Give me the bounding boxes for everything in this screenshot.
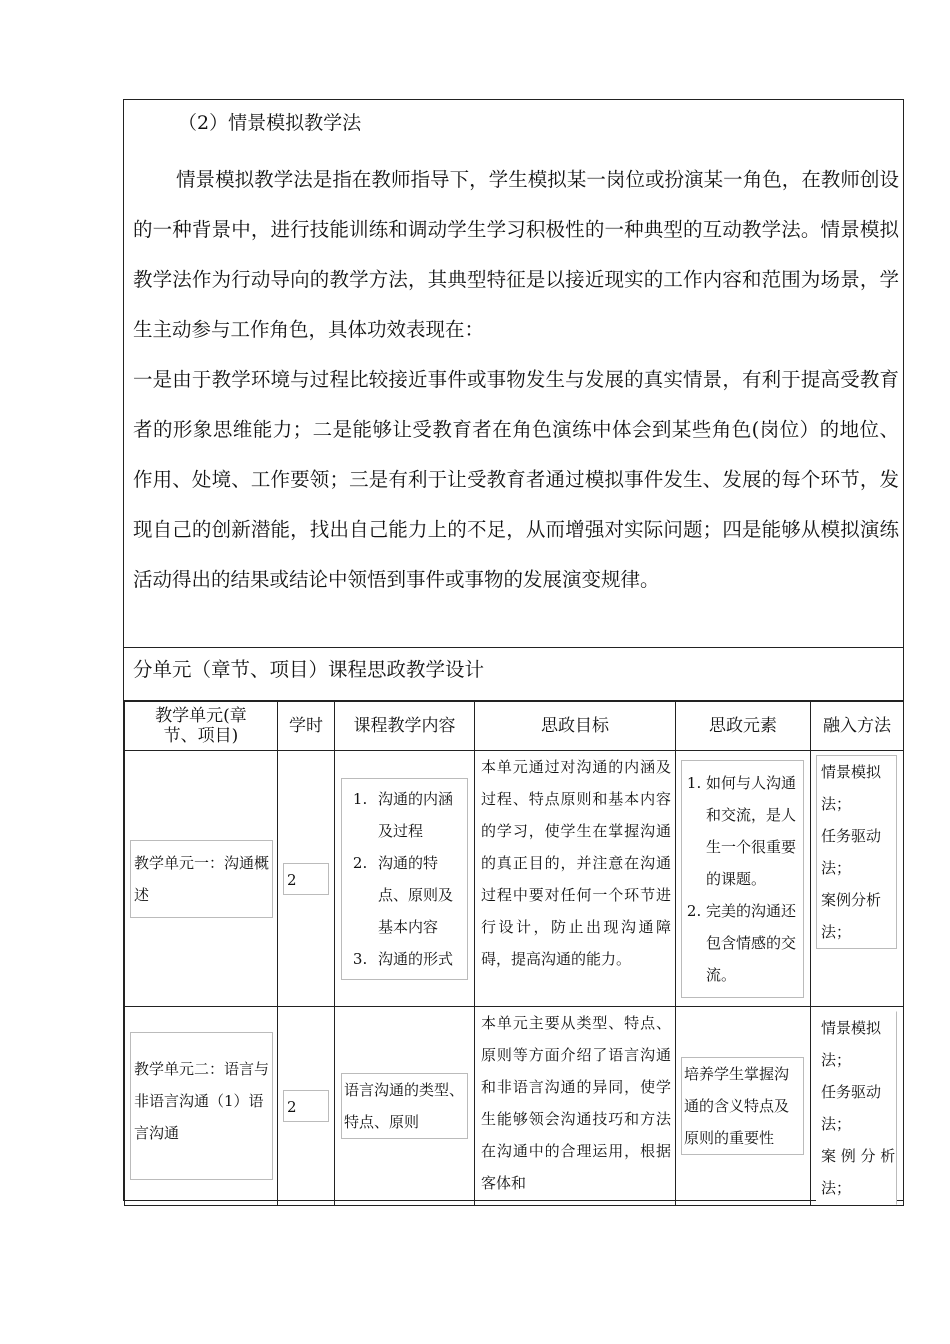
- intro-paragraph-1: 情景模拟教学法是指在教师指导下，学生模拟某一岗位或扮演某一角色，在教师创设的一种背景中，进行技能训练和调动学生学习积极性的一种典型的互动教学法。情景模拟教学法作为行动导向的教学方法，其典型特征是以接近现实的工作内容和范围为场景，学生主动参与工作角色，具体功效表现在：: [133, 168, 899, 341]
- row2-content-cell: [335, 1007, 475, 1206]
- table-row: [125, 751, 904, 1007]
- table-header-row: [125, 702, 904, 751]
- list-item: 3. 沟通的形式: [372, 943, 465, 975]
- row1-unit-cell: [125, 751, 278, 1007]
- header-goal: 思政目标: [475, 702, 676, 751]
- list-item: 1. 沟通的内涵及过程: [372, 783, 465, 847]
- method-line: 法；: [821, 859, 852, 877]
- method-line: 案例分析: [821, 891, 882, 909]
- row1-method-box: [816, 755, 897, 949]
- row1-content-cell: [335, 751, 475, 1007]
- intro-paragraph-2: 一是由于教学环境与过程比较接近事件或事物发生与发展的真实情景，有利于提高受教育者的形象思维能力；二是能够让受教育者在角色演练中体会到某些角色(岗位）的地位、作用、处境、工作要领；三是有利于让受教育者通过模拟事件发生、发展的每个环节，发现自己的创新潜能，找出自己能力上的不足，从而增强对实际问题；四是能够从模拟演练活动得出的结果或结论中领悟到事件或事物的发展演变规律。: [133, 368, 899, 591]
- method-line: 法；: [821, 1115, 852, 1133]
- header-hours: 学时: [278, 702, 335, 751]
- header-method: 融入方法: [811, 702, 904, 751]
- row1-hours-cell: [278, 751, 335, 1007]
- row1-elements-list: [682, 761, 803, 997]
- list-item: 2. 完美的沟通还包含情感的交流。: [706, 895, 799, 991]
- header-unit: 教学单元(章节、项目): [125, 702, 278, 751]
- row1-goal: 本单元通过对沟通的内涵及过程、特点原则和基本内容的学习，使学生在掌握沟通的真正目的，并注意在沟通过程中要对任何一个环节进行设计，防止出现沟通障碍，提高沟通的能力。: [481, 758, 671, 968]
- document-frame: [123, 99, 904, 1201]
- method-line: 案 例 分 析: [821, 1147, 896, 1165]
- row1-elements-cell: [676, 751, 811, 1007]
- design-table: [124, 701, 904, 1206]
- method-line: 情景模拟: [821, 1019, 882, 1037]
- row2-unit-cell: [125, 1007, 278, 1206]
- method-line: 法；: [821, 923, 852, 941]
- row2-goal: 本单元主要从类型、特点、原则等方面介绍了语言沟通和非语言沟通的异同，使学生能够领会沟通技巧和方法在沟通中的合理运用，根据客体和: [481, 1014, 671, 1192]
- row2-content: 语言沟通的类型、特点、原则: [341, 1073, 468, 1139]
- row2-method-box: [816, 1011, 897, 1205]
- method-line: 法；: [821, 1179, 852, 1197]
- method-line: 法；: [821, 1051, 852, 1069]
- method-line: 任务驱动: [821, 1083, 882, 1101]
- row1-goal-cell: [475, 751, 676, 1007]
- row2-unit: 教学单元二：语言与非语言沟通（1）语言沟通: [130, 1032, 273, 1180]
- row1-elements-box: [681, 760, 804, 998]
- header-content: 课程教学内容: [335, 702, 475, 751]
- method-line: 情景模拟: [821, 763, 882, 781]
- row1-method-cell: [811, 751, 904, 1007]
- header-elements: 思政元素: [676, 702, 811, 751]
- table-row: [125, 1007, 904, 1206]
- row1-content-box: [341, 778, 468, 980]
- row2-elements-cell: [676, 1007, 811, 1206]
- intro-section: [124, 100, 903, 648]
- list-item: 1. 如何与人沟通和交流，是人生一个很重要的课题。: [706, 767, 799, 895]
- row2-goal-cell: [475, 1007, 676, 1206]
- row2-method-cell: [811, 1007, 904, 1206]
- row1-unit: 教学单元一：沟通概述: [130, 840, 273, 918]
- row2-elements: 培养学生掌握沟通的含义特点及原则的重要性: [681, 1057, 804, 1155]
- row1-hours: 2: [283, 863, 329, 895]
- list-item: 2. 沟通的特点、原则及基本内容: [372, 847, 465, 943]
- intro-body: [133, 155, 899, 605]
- row1-content-list: [342, 779, 467, 979]
- intro-heading: （2）情景模拟教学法: [178, 112, 362, 134]
- method-line: 任务驱动: [821, 827, 882, 845]
- method-line: 法；: [821, 795, 852, 813]
- row2-hours: 2: [283, 1090, 329, 1122]
- section-title: 分单元（章节、项目）课程思政教学设计: [124, 648, 903, 701]
- row2-hours-cell: [278, 1007, 335, 1206]
